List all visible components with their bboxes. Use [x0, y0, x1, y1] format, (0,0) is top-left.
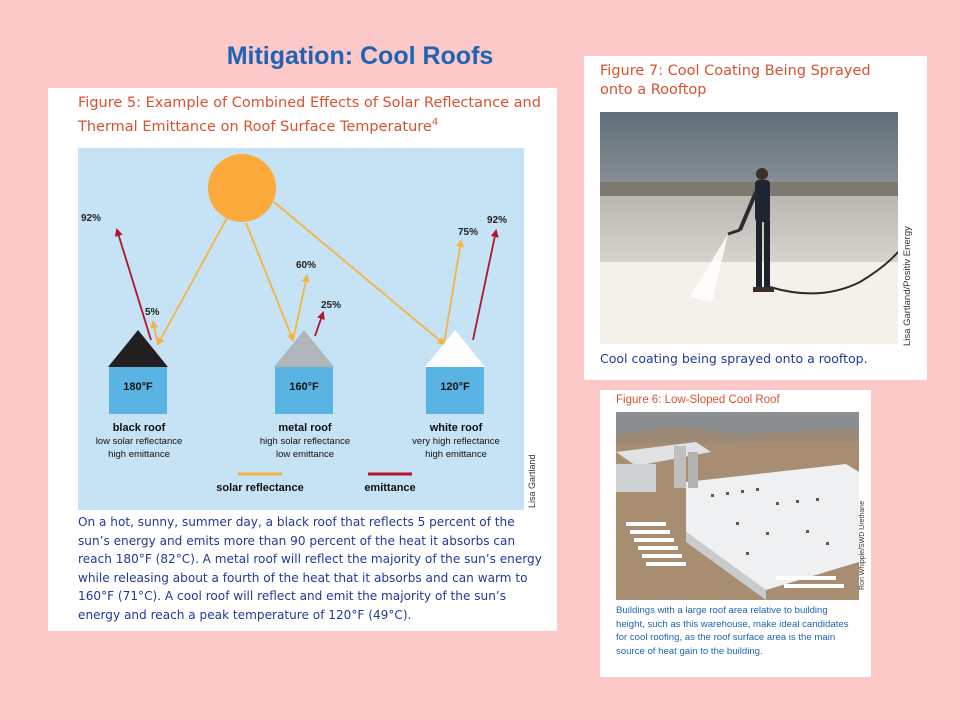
warehouse-aerial-photo	[616, 412, 859, 600]
white-emit-label: 92%	[487, 215, 508, 226]
figure5-panel	[48, 88, 557, 631]
figure7-panel	[584, 56, 927, 380]
legend-emit-label: emittance	[364, 482, 416, 494]
metal-solar-label: 60%	[296, 260, 317, 271]
figure7-subcaption: Cool coating being sprayed onto a rooftop.	[600, 351, 868, 366]
black-emit-label: 92%	[81, 213, 102, 224]
metal-temp-label: 160°F	[289, 381, 319, 393]
figure5-caption: Figure 5: Example of Combined Effects of Solar Reflectance and Thermal Emittance on Roof Surface Temperature$^4$	[78, 95, 541, 135]
white-temp-label: 120°F	[440, 381, 470, 393]
figure6-caption: Figure 6: Low-Sloped Cool Roof	[616, 394, 780, 406]
black-roof-line1: low solar reflectance	[95, 436, 183, 447]
slide-title: Mitigation: Cool Roofs	[226, 42, 494, 70]
metal-emit-label: 25%	[321, 300, 342, 311]
legend-solar-label: solar reflectance	[216, 482, 304, 494]
metal-roof-name: metal roof	[278, 422, 332, 434]
black-roof-line2: high emittance	[108, 449, 170, 460]
white-solar-label: 75%	[458, 227, 479, 238]
white-roof-line1: very high reflectance	[412, 436, 500, 447]
figure7-credit: Lisa Gartland/Positiv Energy	[902, 226, 913, 346]
figure6-body-text: Buildings with a large roof area relative to building height, such as this warehouse, make ideal candidates for cool roofing, as the roof surface area is the main source of heat gain to the building.	[616, 605, 849, 657]
white-roof-name: white roof	[429, 422, 483, 434]
sun-icon	[208, 154, 276, 222]
metal-roof-line2: low emittance	[275, 449, 335, 460]
black-temp-label: 180°F	[123, 381, 153, 393]
figure7-caption: Figure 7: Cool Coating Being Sprayed onto a Rooftop	[600, 63, 871, 98]
black-roof-name: black roof	[112, 422, 166, 434]
figure6-credit: Ron Whipple/SWD Urethane	[859, 500, 866, 590]
figure5-credit: Lisa Gartland	[527, 454, 537, 508]
white-roof-line2: high emittance	[425, 449, 487, 460]
roof-temperature-diagram	[78, 148, 524, 510]
black-solar-label: 5%	[145, 307, 160, 318]
figure5-body-text: On a hot, sunny, summer day, a black roof that reflects 5 percent of the sun’s energy and emits more than 90 percent of the heat it absorbs can reach 180°F (82°C). A metal roof will reflect the majority of the sun’s energy while releasing about a fourth of the heat that it absorbs and can warm to 160°F (71°C). A cool roof will reflect and emit the majority of the sun’s energy and reach a peak temperature of 120°F (49°C).	[78, 515, 542, 622]
rooftop-spraying-photo	[600, 112, 898, 344]
figure6-panel	[600, 390, 871, 677]
metal-roof-line1: high solar reflectance	[259, 436, 351, 447]
